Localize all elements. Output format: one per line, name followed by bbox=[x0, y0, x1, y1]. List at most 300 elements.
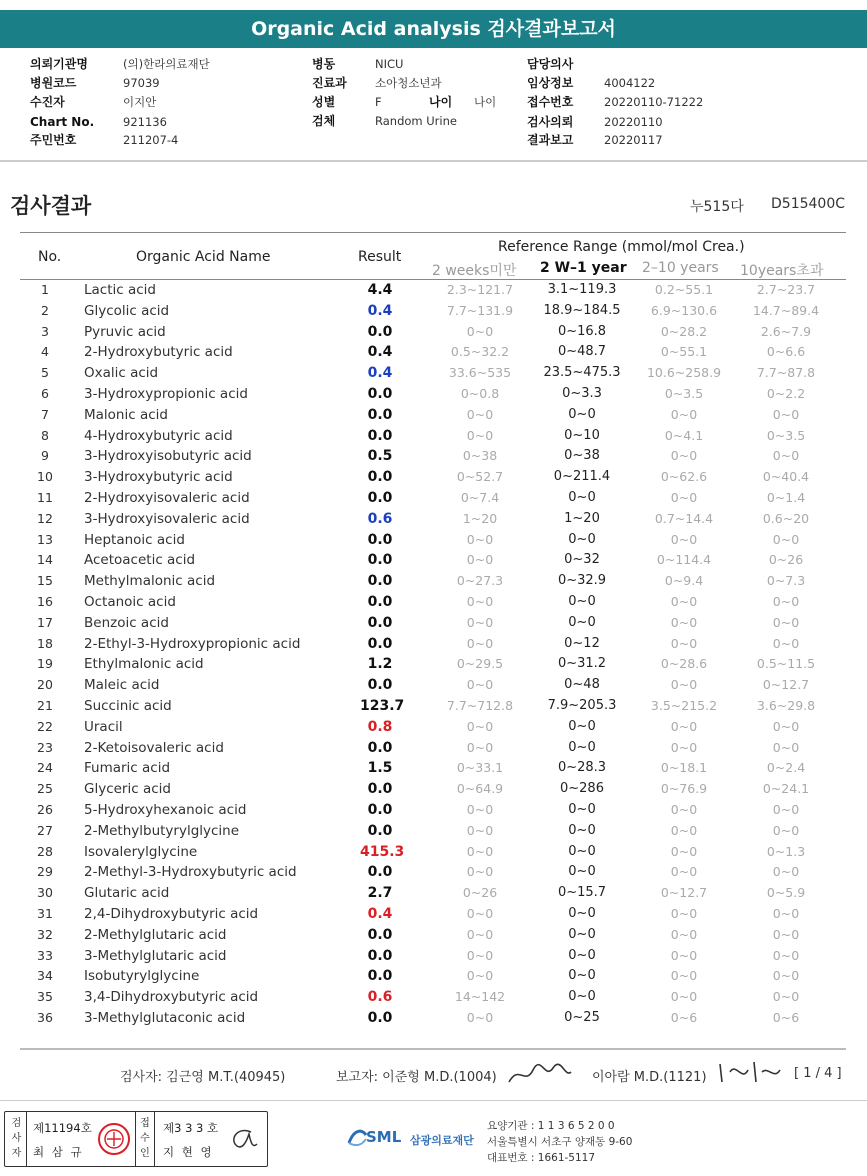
range-under-2-weeks: 2.3~121.7 bbox=[446, 282, 514, 297]
header-name: Organic Acid Name bbox=[136, 249, 271, 265]
tester-name: 최 삼 규 bbox=[33, 1145, 84, 1159]
row-no: 22 bbox=[37, 718, 53, 734]
result-value: 0.5 bbox=[367, 448, 393, 465]
table-row bbox=[20, 405, 846, 426]
result-value: 2.7 bbox=[367, 885, 393, 902]
code-b: D515400C bbox=[771, 196, 845, 212]
clinical-value: 4004122 bbox=[604, 76, 656, 90]
id-no-label: 주민번호 bbox=[30, 133, 77, 147]
range-under-2-weeks: 1~20 bbox=[462, 510, 498, 526]
range-under-2-weeks: 0~26 bbox=[462, 885, 498, 901]
table-row bbox=[20, 821, 846, 842]
result-value: 0.4 bbox=[367, 905, 393, 922]
range-under-2-weeks: 0~0 bbox=[466, 926, 494, 942]
row-no: 3 bbox=[41, 323, 49, 339]
result-value: 0.0 bbox=[367, 801, 393, 818]
range-2w-1y: 0~0 bbox=[568, 614, 596, 630]
range-under-2-weeks: 0~0 bbox=[466, 1009, 494, 1025]
range-over-10y: 0~6 bbox=[772, 1009, 800, 1025]
table-row bbox=[20, 717, 846, 738]
dept-value: 소아청소년과 bbox=[375, 76, 442, 90]
range-2w-1y: 0~0 bbox=[568, 864, 596, 880]
range-2w-1y: 18.9~184.5 bbox=[543, 302, 621, 318]
range-2w-1y: 0~0 bbox=[568, 718, 596, 734]
row-no: 14 bbox=[37, 552, 53, 568]
result-value: 0.0 bbox=[367, 427, 393, 444]
row-no: 35 bbox=[37, 989, 53, 1005]
result-value: 0.0 bbox=[367, 822, 393, 839]
result-value: 0.4 bbox=[367, 365, 393, 382]
organic-acid-name: 2-Ketoisovaleric acid bbox=[84, 739, 224, 756]
row-no: 29 bbox=[37, 864, 53, 880]
code-a: 누515다 bbox=[690, 199, 744, 215]
row-no: 8 bbox=[41, 427, 49, 443]
range-over-10y: 0~6.6 bbox=[766, 344, 806, 360]
table-row bbox=[20, 446, 846, 467]
range-over-10y: 7.7~87.8 bbox=[756, 365, 816, 381]
lab-code: 요양기관 : 1 1 3 6 5 2 0 0 bbox=[487, 1120, 615, 1132]
tester-signature: 검사자: 김근영 M.T.(40945) bbox=[120, 1070, 286, 1085]
reporter2-signature: 이아람 M.D.(1121) bbox=[592, 1070, 707, 1085]
official-seal-icon bbox=[97, 1122, 131, 1160]
row-no: 12 bbox=[37, 510, 53, 526]
range-under-2-weeks: 0~0.8 bbox=[460, 385, 500, 401]
result-value: 0.0 bbox=[367, 614, 393, 631]
range-2w-1y: 0~0 bbox=[568, 801, 596, 817]
table-row bbox=[20, 571, 846, 592]
id-no-value: 211207-4 bbox=[123, 133, 179, 147]
result-value: 0.0 bbox=[367, 739, 393, 756]
range-under-2-weeks: 7.7~712.8 bbox=[446, 697, 514, 713]
result-value: 0.6 bbox=[367, 510, 393, 527]
row-no: 28 bbox=[37, 843, 53, 859]
range-2-10y: 0~0 bbox=[670, 635, 698, 651]
table-row bbox=[20, 488, 846, 509]
age-value: 나이 bbox=[474, 95, 497, 109]
collector-value: 이지안 bbox=[123, 95, 157, 109]
row-no: 1 bbox=[41, 282, 49, 297]
result-value: 0.0 bbox=[367, 552, 393, 569]
reporter-signature: 보고자: 이준형 M.D.(1004) bbox=[336, 1070, 497, 1085]
row-no: 4 bbox=[41, 344, 49, 360]
ward-value: NICU bbox=[375, 57, 404, 71]
request-date-label: 검사의뢰 bbox=[527, 115, 574, 129]
table-row bbox=[20, 467, 846, 488]
result-value: 0.0 bbox=[367, 635, 393, 652]
range-over-10y: 0~0 bbox=[772, 947, 800, 963]
table-row bbox=[20, 634, 846, 655]
range-under-2-weeks: 0~0 bbox=[466, 531, 494, 547]
row-no: 23 bbox=[37, 739, 53, 755]
result-value: 0.0 bbox=[367, 489, 393, 506]
organic-acid-name: 3-Methylglutaric acid bbox=[84, 947, 227, 964]
row-no: 27 bbox=[37, 822, 53, 838]
row-no: 10 bbox=[37, 469, 53, 485]
range-over-10y: 0~0 bbox=[772, 926, 800, 942]
table-row bbox=[20, 842, 846, 863]
range-2w-1y: 0~0 bbox=[568, 905, 596, 921]
row-no: 33 bbox=[37, 947, 53, 963]
range-2-10y: 0~114.4 bbox=[656, 552, 712, 568]
range-over-10y: 0~0 bbox=[772, 739, 800, 755]
header-reference-range: Reference Range (mmol/mol Crea.) bbox=[498, 239, 745, 255]
sml-logo-text: SML bbox=[366, 1128, 402, 1146]
result-value: 0.8 bbox=[367, 718, 393, 735]
row-no: 11 bbox=[37, 489, 53, 505]
range-2-10y: 0~0 bbox=[670, 593, 698, 609]
table-row bbox=[20, 280, 846, 301]
institution-value: (의)한라의료재단 bbox=[123, 57, 210, 71]
range-under-2-weeks: 0~0 bbox=[466, 739, 494, 755]
range-over-10y: 0~24.1 bbox=[762, 781, 810, 797]
range-2w-1y: 0~12 bbox=[564, 635, 600, 651]
range-2w-1y: 0~10 bbox=[564, 427, 600, 443]
table-row bbox=[20, 592, 846, 613]
ward-label: 병동 bbox=[312, 57, 336, 71]
table-row bbox=[20, 758, 846, 779]
organic-acid-name: Malonic acid bbox=[84, 406, 168, 423]
range-2w-1y: 0~0 bbox=[568, 822, 596, 838]
range-over-10y: 0~0 bbox=[772, 864, 800, 880]
stamp-box bbox=[4, 1111, 268, 1167]
range-under-2-weeks: 0~0 bbox=[466, 718, 494, 734]
range-under-2-weeks: 0~0 bbox=[466, 635, 494, 651]
request-date-value: 20220110 bbox=[604, 115, 663, 129]
range-2w-1y: 0~32.9 bbox=[557, 573, 607, 589]
result-value: 0.0 bbox=[367, 573, 393, 590]
range-under-2-weeks: 14~142 bbox=[454, 989, 506, 1005]
signature-scribble-2 bbox=[716, 1058, 786, 1090]
hospital-code-value: 97039 bbox=[123, 76, 160, 90]
table-row bbox=[20, 800, 846, 821]
results-table bbox=[20, 232, 846, 1029]
range-2w-1y: 0~0 bbox=[568, 926, 596, 942]
row-no: 26 bbox=[37, 801, 53, 817]
range-under-2-weeks: 0~0 bbox=[466, 406, 494, 422]
range-2w-1y: 3.1~119.3 bbox=[547, 282, 617, 297]
table-row bbox=[20, 384, 846, 405]
range-over-10y: 0~12.7 bbox=[762, 677, 810, 693]
result-value: 0.0 bbox=[367, 781, 393, 798]
row-no: 30 bbox=[37, 885, 53, 901]
organic-acid-name: 2-Methylbutyrylglycine bbox=[84, 822, 240, 839]
range-2-10y: 0~0 bbox=[670, 926, 698, 942]
range-2-10y: 3.5~215.2 bbox=[650, 697, 718, 713]
header-result: Result bbox=[358, 249, 402, 265]
range-over-10y: 0~3.5 bbox=[766, 427, 806, 443]
range-2-10y: 0~0 bbox=[670, 406, 698, 422]
range-2-10y: 0~0 bbox=[670, 905, 698, 921]
range-2-10y: 0~0 bbox=[670, 677, 698, 693]
table-body bbox=[20, 280, 846, 1029]
result-value: 0.0 bbox=[367, 406, 393, 423]
organic-acid-name: Glutaric acid bbox=[84, 885, 170, 902]
range-2w-1y: 0~0 bbox=[568, 593, 596, 609]
range-2w-1y: 0~211.4 bbox=[553, 469, 611, 485]
organic-acid-name: 3-Hydroxybutyric acid bbox=[84, 469, 233, 486]
receipt-value: 20220110-71222 bbox=[604, 95, 704, 109]
organic-acid-name: 2-Methylglutaric acid bbox=[84, 926, 227, 943]
range-under-2-weeks: 0.5~32.2 bbox=[450, 344, 510, 360]
chart-no-value: 921136 bbox=[123, 115, 167, 129]
lab-name: 삼광의료재단 bbox=[410, 1134, 474, 1147]
organic-acid-name: Pyruvic acid bbox=[84, 323, 166, 340]
doctor-label: 담당의사 bbox=[527, 57, 574, 71]
result-value: 0.0 bbox=[367, 1009, 393, 1026]
report-date-value: 20220117 bbox=[604, 133, 663, 147]
row-no: 5 bbox=[41, 365, 49, 381]
hospital-code-label: 병원코드 bbox=[30, 76, 77, 90]
result-value: 0.0 bbox=[367, 947, 393, 964]
organic-acid-name: Uracil bbox=[84, 718, 123, 735]
organic-acid-name: Ethylmalonic acid bbox=[84, 656, 204, 673]
header-no: No. bbox=[38, 249, 62, 265]
patient-info bbox=[0, 50, 867, 162]
range-under-2-weeks: 0~0 bbox=[466, 552, 494, 568]
result-value: 0.0 bbox=[367, 677, 393, 694]
lab-phone: 대표번호 : 1661-5117 bbox=[487, 1152, 596, 1164]
clinical-label: 임상정보 bbox=[527, 76, 574, 90]
result-value: 4.4 bbox=[367, 282, 393, 298]
range-under-2-weeks: 7.7~131.9 bbox=[446, 302, 514, 318]
range-over-10y: 0~0 bbox=[772, 801, 800, 817]
specimen-value: Random Urine bbox=[375, 114, 457, 128]
receipt-label: 접수번호 bbox=[527, 95, 574, 109]
organic-acid-name: 3-Hydroxyisovaleric acid bbox=[84, 510, 250, 527]
age-label: 나이 bbox=[429, 95, 453, 109]
result-value: 415.3 bbox=[360, 843, 405, 860]
organic-acid-name: Succinic acid bbox=[84, 697, 172, 714]
organic-acid-name: Oxalic acid bbox=[84, 365, 159, 382]
header-range-over-10y: 10years초과 bbox=[740, 263, 824, 279]
range-over-10y: 0.5~11.5 bbox=[756, 656, 816, 672]
table-row bbox=[20, 904, 846, 925]
receiver-signature-scribble bbox=[225, 1126, 261, 1156]
range-over-10y: 0~0 bbox=[772, 614, 800, 630]
result-value: 1.5 bbox=[367, 760, 393, 777]
page-indicator: [ 1 / 4 ] bbox=[794, 1066, 842, 1081]
range-over-10y: 2.7~23.7 bbox=[756, 282, 816, 297]
range-2-10y: 0.7~14.4 bbox=[654, 510, 714, 526]
row-no: 16 bbox=[37, 593, 53, 609]
row-no: 19 bbox=[37, 656, 53, 672]
range-under-2-weeks: 0~38 bbox=[462, 448, 498, 464]
range-2w-1y: 0~32 bbox=[564, 552, 600, 568]
range-2w-1y: 0~0 bbox=[568, 968, 596, 984]
organic-acid-name: Glyceric acid bbox=[84, 781, 171, 798]
organic-acid-name: Lactic acid bbox=[84, 282, 156, 298]
range-2-10y: 0~0 bbox=[670, 864, 698, 880]
range-over-10y: 0~26 bbox=[768, 552, 804, 568]
range-2-10y: 0~0 bbox=[670, 989, 698, 1005]
range-under-2-weeks: 0~0 bbox=[466, 427, 494, 443]
receiver-license: 제3 3 3 호 bbox=[163, 1121, 219, 1135]
organic-acid-name: 2-Methyl-3-Hydroxybutyric acid bbox=[84, 864, 297, 881]
organic-acid-name: Fumaric acid bbox=[84, 760, 171, 777]
range-over-10y: 0~5.9 bbox=[766, 885, 806, 901]
range-over-10y: 0~0 bbox=[772, 531, 800, 547]
range-2-10y: 0.2~55.1 bbox=[654, 282, 714, 297]
range-under-2-weeks: 33.6~535 bbox=[448, 365, 512, 381]
collector-label: 수진자 bbox=[30, 95, 65, 109]
range-2w-1y: 23.5~475.3 bbox=[543, 365, 621, 381]
table-row bbox=[20, 883, 846, 904]
range-under-2-weeks: 0~64.9 bbox=[456, 781, 504, 797]
chart-no-label: Chart No. bbox=[30, 115, 95, 129]
result-value: 0.0 bbox=[367, 469, 393, 486]
row-no: 20 bbox=[37, 677, 53, 693]
range-2-10y: 0~18.1 bbox=[660, 760, 708, 776]
range-over-10y: 0~0 bbox=[772, 718, 800, 734]
tester-license: 제11194호 bbox=[33, 1121, 92, 1135]
range-over-10y: 0~0 bbox=[772, 593, 800, 609]
row-no: 2 bbox=[41, 302, 49, 318]
range-over-10y: 0~0 bbox=[772, 406, 800, 422]
range-2-10y: 0~0 bbox=[670, 739, 698, 755]
row-no: 32 bbox=[37, 926, 53, 942]
row-no: 24 bbox=[37, 760, 53, 776]
header-range-2w-1y: 2 W–1 year bbox=[540, 260, 627, 276]
report-date-label: 결과보고 bbox=[527, 133, 574, 147]
result-value: 0.4 bbox=[367, 344, 393, 361]
result-value: 0.0 bbox=[367, 968, 393, 985]
range-over-10y: 0~2.2 bbox=[766, 385, 806, 401]
table-row bbox=[20, 738, 846, 759]
range-2-10y: 0~28.2 bbox=[660, 323, 708, 339]
table-row bbox=[20, 322, 846, 343]
range-under-2-weeks: 0~33.1 bbox=[456, 760, 504, 776]
range-2w-1y: 0~0 bbox=[568, 947, 596, 963]
range-under-2-weeks: 0~7.4 bbox=[460, 489, 500, 505]
organic-acid-name: 3-Hydroxyisobutyric acid bbox=[84, 448, 252, 465]
header-range-under-2-weeks: 2 weeks미만 bbox=[432, 263, 517, 279]
range-over-10y: 0~0 bbox=[772, 968, 800, 984]
table-header bbox=[20, 232, 846, 280]
row-no: 9 bbox=[41, 448, 49, 464]
range-2w-1y: 0~48 bbox=[564, 677, 600, 693]
result-value: 0.0 bbox=[367, 385, 393, 402]
report-title: Organic Acid analysis 검사결과보고서 bbox=[0, 10, 867, 48]
row-no: 7 bbox=[41, 406, 49, 422]
range-2-10y: 0~0 bbox=[670, 801, 698, 817]
range-2-10y: 0~0 bbox=[670, 531, 698, 547]
institution-label: 의뢰기관명 bbox=[30, 57, 88, 71]
range-under-2-weeks: 0~29.5 bbox=[456, 656, 504, 672]
table-row bbox=[20, 925, 846, 946]
range-over-10y: 0~1.3 bbox=[766, 843, 806, 859]
range-2-10y: 0~0 bbox=[670, 718, 698, 734]
organic-acid-name: 3-Hydroxypropionic acid bbox=[84, 385, 248, 402]
organic-acid-name: Octanoic acid bbox=[84, 593, 176, 610]
table-row bbox=[20, 301, 846, 322]
organic-acid-name: Isobutyrylglycine bbox=[84, 968, 200, 985]
organic-acid-name: Isovalerylglycine bbox=[84, 843, 198, 860]
row-no: 25 bbox=[37, 781, 53, 797]
table-row bbox=[20, 987, 846, 1008]
range-over-10y: 0~0 bbox=[772, 905, 800, 921]
table-row bbox=[20, 363, 846, 384]
row-no: 15 bbox=[37, 573, 53, 589]
receiver-name: 지 현 영 bbox=[163, 1145, 214, 1159]
range-under-2-weeks: 0~0 bbox=[466, 843, 494, 859]
header-range-2-10y: 2–10 years bbox=[642, 260, 719, 276]
range-over-10y: 0~0 bbox=[772, 635, 800, 651]
organic-acid-name: 3,4-Dihydroxybutyric acid bbox=[84, 989, 259, 1006]
range-2w-1y: 0~16.8 bbox=[557, 323, 607, 339]
range-2w-1y: 0~0 bbox=[568, 406, 596, 422]
organic-acid-name: Benzoic acid bbox=[84, 614, 169, 631]
table-row bbox=[20, 426, 846, 447]
result-value: 0.0 bbox=[367, 531, 393, 548]
row-no: 18 bbox=[37, 635, 53, 651]
result-value: 1.2 bbox=[367, 656, 393, 673]
receiver-vertical-label: 접수인 bbox=[135, 1112, 155, 1166]
row-no: 34 bbox=[37, 968, 53, 984]
range-2-10y: 0~0 bbox=[670, 968, 698, 984]
range-under-2-weeks: 0~0 bbox=[466, 905, 494, 921]
range-2w-1y: 0~48.7 bbox=[557, 344, 607, 360]
range-2w-1y: 0~0 bbox=[568, 531, 596, 547]
range-2-10y: 0~0 bbox=[670, 489, 698, 505]
table-row bbox=[20, 613, 846, 634]
range-2-10y: 0~62.6 bbox=[660, 469, 708, 485]
range-under-2-weeks: 0~0 bbox=[466, 614, 494, 630]
organic-acid-name: Acetoacetic acid bbox=[84, 552, 196, 569]
range-2-10y: 0~6 bbox=[670, 1009, 698, 1025]
row-no: 6 bbox=[41, 385, 49, 401]
range-over-10y: 14.7~89.4 bbox=[752, 302, 820, 318]
range-2w-1y: 0~0 bbox=[568, 989, 596, 1005]
organic-acid-name: 2-Hydroxybutyric acid bbox=[84, 344, 233, 361]
result-value: 0.0 bbox=[367, 323, 393, 340]
range-under-2-weeks: 0~0 bbox=[466, 864, 494, 880]
range-2w-1y: 0~31.2 bbox=[557, 656, 607, 672]
range-2w-1y: 0~25 bbox=[564, 1009, 600, 1025]
organic-acid-name: Methylmalonic acid bbox=[84, 573, 216, 590]
range-over-10y: 0.6~20 bbox=[762, 510, 810, 526]
range-under-2-weeks: 0~52.7 bbox=[456, 469, 504, 485]
range-2w-1y: 0~0 bbox=[568, 739, 596, 755]
range-2-10y: 0~3.5 bbox=[664, 385, 704, 401]
range-2-10y: 0~0 bbox=[670, 614, 698, 630]
sex-value: F bbox=[375, 95, 382, 109]
table-row bbox=[20, 862, 846, 883]
table-row bbox=[20, 530, 846, 551]
range-under-2-weeks: 0~0 bbox=[466, 323, 494, 339]
organic-acid-name: 4-Hydroxybutyric acid bbox=[84, 427, 233, 444]
range-over-10y: 3.6~29.8 bbox=[756, 697, 816, 713]
table-row bbox=[20, 946, 846, 967]
row-no: 13 bbox=[37, 531, 53, 547]
result-value: 0.4 bbox=[367, 302, 393, 319]
result-value: 123.7 bbox=[360, 697, 405, 714]
range-2w-1y: 0~0 bbox=[568, 843, 596, 859]
result-value: 0.0 bbox=[367, 864, 393, 881]
range-2w-1y: 1~20 bbox=[564, 510, 600, 526]
organic-acid-name: 2-Hydroxyisovaleric acid bbox=[84, 489, 250, 506]
range-2w-1y: 0~15.7 bbox=[557, 885, 607, 901]
table-row bbox=[20, 779, 846, 800]
table-row bbox=[20, 342, 846, 363]
range-over-10y: 0~40.4 bbox=[762, 469, 810, 485]
range-2-10y: 0~28.6 bbox=[660, 656, 708, 672]
result-value: 0.0 bbox=[367, 926, 393, 943]
range-2-10y: 0~4.1 bbox=[664, 427, 704, 443]
range-over-10y: 0~0 bbox=[772, 822, 800, 838]
organic-acid-name: 3-Methylglutaconic acid bbox=[84, 1009, 246, 1026]
range-2w-1y: 0~286 bbox=[560, 781, 604, 797]
table-row bbox=[20, 696, 846, 717]
